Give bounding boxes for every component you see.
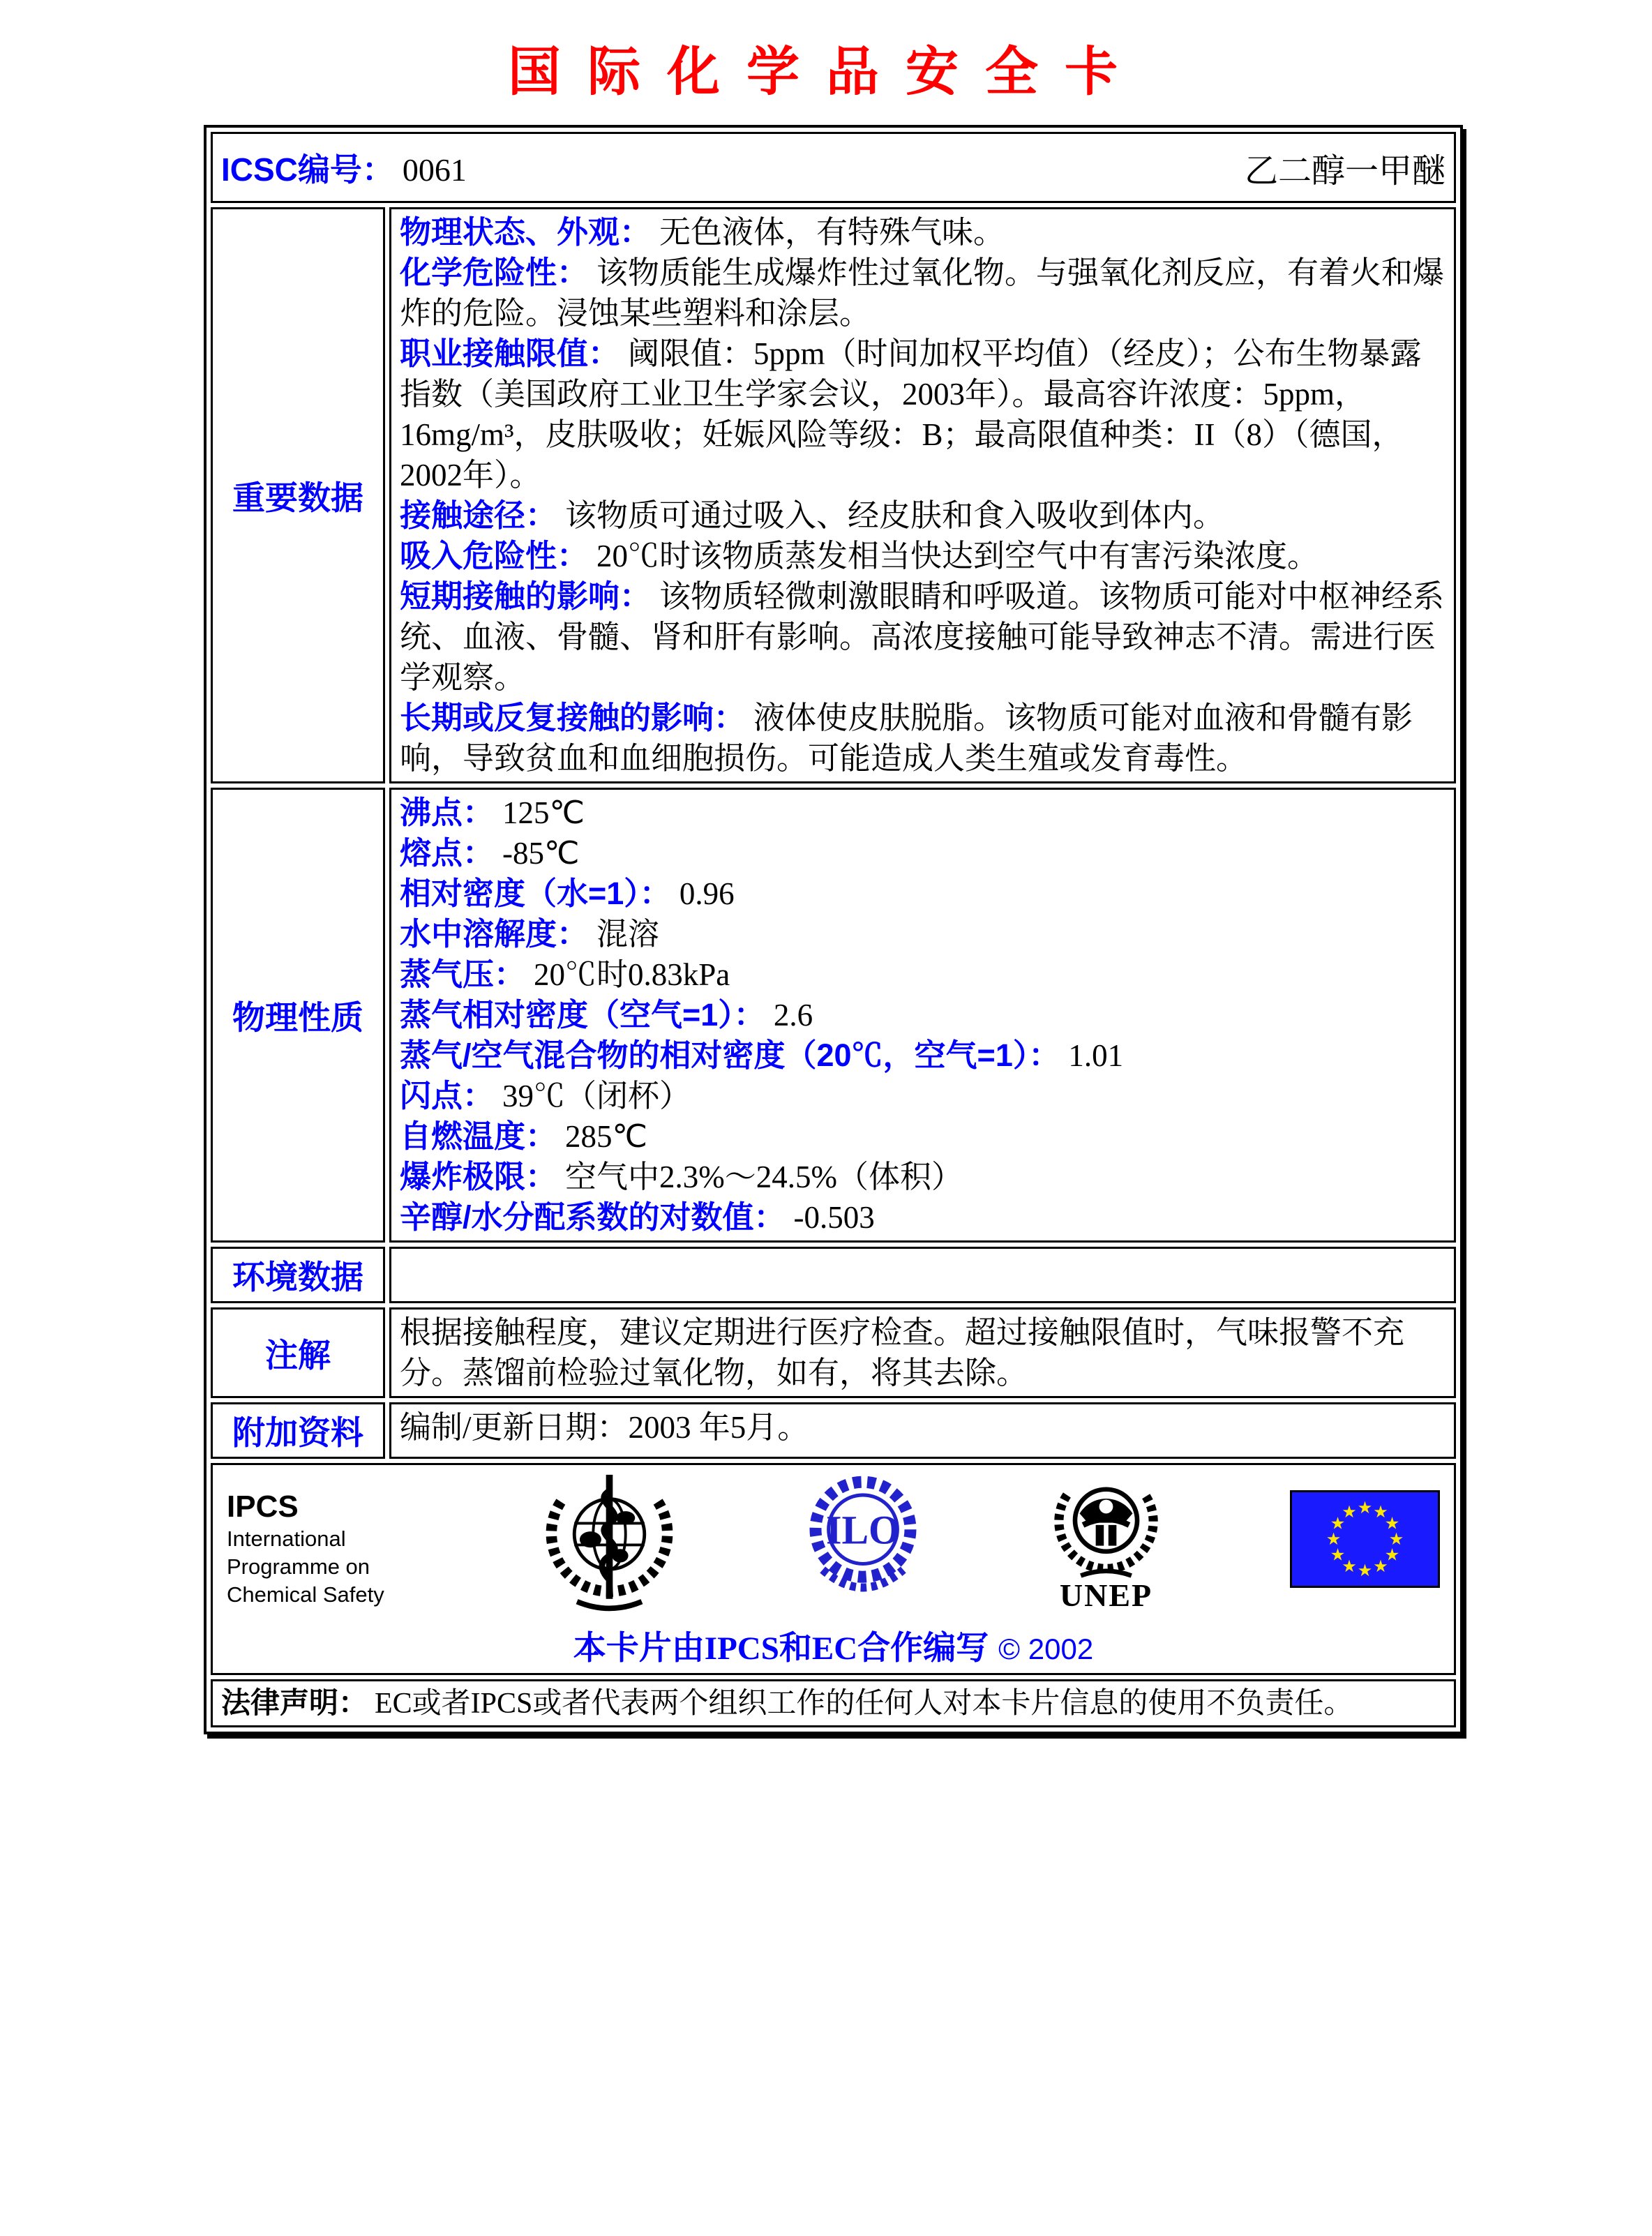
physical-property-item <box>400 1035 1446 1076</box>
eu-flag-icon <box>1290 1490 1440 1588</box>
physical-property-item <box>400 954 1446 995</box>
field-label: 长期或反复接触的影响： <box>400 700 746 735</box>
field-value: -85℃ <box>502 836 580 871</box>
field-label: 吸入危险性： <box>400 538 589 573</box>
important-data-item <box>400 536 1446 576</box>
important-data-item <box>400 333 1446 495</box>
field-value: 39℃（闭杯） <box>502 1079 691 1113</box>
field-label: 水中溶解度： <box>400 916 589 952</box>
section-label-physical-properties: 物理性质 <box>211 788 385 1243</box>
svg-text:★: ★ <box>1330 1513 1346 1533</box>
section-label-important-data: 重要数据 <box>211 207 385 783</box>
icsc-number-group <box>221 144 467 190</box>
credit-text: 本卡片由IPCS和EC合作编写 <box>573 1630 989 1667</box>
additional-info-content <box>389 1402 1456 1459</box>
who-logo-icon <box>541 1472 677 1615</box>
field-value: 2.6 <box>773 998 813 1033</box>
physical-property-item <box>400 833 1446 873</box>
svg-text:★: ★ <box>1330 1545 1346 1565</box>
field-label: 化学危险性： <box>400 255 589 290</box>
copyright: © 2002 <box>998 1633 1094 1665</box>
physical-property-item <box>400 1197 1446 1238</box>
field-label: 物理状态、外观： <box>400 214 652 250</box>
important-data-item <box>400 253 1446 333</box>
field-label: 辛醇/水分配系数的对数值： <box>400 1199 786 1235</box>
physical-property-item <box>400 1157 1446 1197</box>
physical-properties-row <box>211 788 1456 1243</box>
ipcs-line: Programme on <box>227 1554 370 1579</box>
field-value: 125℃ <box>502 795 585 830</box>
field-label: 蒸气/空气混合物的相对密度（20℃，空气=1）： <box>400 1037 1060 1073</box>
ilo-logo-icon <box>804 1472 922 1608</box>
additional-info-text: 编制/更新日期：2003 年5月。 <box>400 1410 809 1445</box>
field-value: 该物质可通过吸入、经皮肤和食入吸收到体内。 <box>565 498 1225 533</box>
section-label-additional-info: 附加资料 <box>211 1402 385 1459</box>
field-label: 相对密度（水=1）： <box>400 876 671 911</box>
svg-text:ILO: ILO <box>826 1507 900 1553</box>
field-label: 短期接触的影响： <box>400 578 652 614</box>
field-value: 液体使皮肤脱脂。该物质可能对血液和骨髓有影响，导致贫血和血细胞损伤。可能造成人类生殖或发育毒性。 <box>400 700 1413 776</box>
svg-text:★: ★ <box>1342 1502 1357 1522</box>
svg-text:★: ★ <box>1326 1529 1342 1549</box>
svg-text:★: ★ <box>1373 1502 1388 1522</box>
section-label-environmental-data: 环境数据 <box>211 1247 385 1303</box>
field-label: 沸点： <box>400 795 495 830</box>
environmental-data-row <box>211 1247 1456 1303</box>
notes-row <box>211 1307 1456 1398</box>
physical-property-item <box>400 995 1446 1035</box>
ipcs-acronym: IPCS <box>227 1490 299 1524</box>
important-data-item <box>400 698 1446 779</box>
icsc-number-value: 0061 <box>402 152 467 188</box>
svg-text:★: ★ <box>1384 1545 1400 1565</box>
header-row <box>211 132 1456 203</box>
field-value: 285℃ <box>565 1119 648 1154</box>
field-value: 0.96 <box>679 876 735 911</box>
field-label: 熔点： <box>400 835 495 871</box>
physical-property-item <box>400 1116 1446 1157</box>
svg-text:★: ★ <box>1357 1498 1373 1517</box>
icsc-number-label: ICSC编号： <box>221 151 394 188</box>
field-label: 接触途径： <box>400 497 557 533</box>
field-value: 1.01 <box>1068 1038 1124 1073</box>
icsc-card-table <box>204 125 1463 1734</box>
field-label: 职业接触限值： <box>400 336 620 371</box>
chemical-name: 乙二醇一甲醚 <box>1244 152 1446 190</box>
field-value: 20℃时该物质蒸发相当快达到空气中有害污染浓度。 <box>596 539 1319 573</box>
field-label: 自燃温度： <box>400 1118 557 1154</box>
important-data-content <box>389 207 1456 783</box>
field-value: 该物质轻微刺激眼睛和呼吸道。该物质可能对中枢神经系统、血液、骨髓、肾和肝有影响。高浓度接触可能导致神志不清。需进行医学观察。 <box>400 579 1445 695</box>
notes-content <box>389 1307 1456 1398</box>
physical-property-item <box>400 793 1446 833</box>
legal-notice-label: 法律声明： <box>221 1686 368 1719</box>
page-title: 国际化学品安全卡 <box>508 43 1144 102</box>
ipcs-line: Chemical Safety <box>227 1582 384 1607</box>
svg-text:★: ★ <box>1357 1561 1373 1580</box>
unep-logo-icon <box>1049 1472 1164 1584</box>
svg-text:★: ★ <box>1384 1513 1400 1533</box>
ipcs-line: International <box>227 1526 346 1551</box>
logos-row <box>211 1463 1456 1675</box>
important-data-item <box>400 212 1446 253</box>
field-value: 该物质能生成爆炸性过氧化物。与强氧化剂反应，有着火和爆炸的危险。浸蚀某些塑料和涂层。 <box>400 255 1445 331</box>
additional-info-row <box>211 1402 1456 1459</box>
unep-logo <box>1049 1472 1164 1612</box>
credit-line <box>227 1622 1440 1669</box>
notes-text: 根据接触程度，建议定期进行医疗检查。超过接触限值时，气味报警不充分。蒸馏前检验过氧化物，如有，将其去除。 <box>400 1315 1405 1390</box>
ipcs-wordmark <box>227 1472 415 1609</box>
field-label: 蒸气相对密度（空气=1）： <box>400 997 765 1033</box>
physical-properties-content <box>389 788 1456 1243</box>
physical-property-item <box>400 873 1446 914</box>
svg-text:★: ★ <box>1388 1529 1404 1549</box>
field-value: 20℃时0.83kPa <box>534 957 730 992</box>
legal-notice-text: EC或者IPCS或者代表两个组织工作的任何人对本卡片信息的使用不负责任。 <box>375 1688 1353 1720</box>
svg-text:★: ★ <box>1342 1556 1357 1576</box>
field-label: 蒸气压： <box>400 956 526 992</box>
field-value: 阈限值：5ppm（时间加权平均值）（经皮）；公布生物暴露指数（美国政府工业卫生学家会议，2003年）。最高容许浓度：5ppm，16mg/m³，皮肤吸收；妊娠风险等级：B；最高限值种类：II（8）（德国，2002年）。 <box>400 336 1422 493</box>
section-label-notes: 注解 <box>211 1307 385 1398</box>
unep-caption: UNEP <box>1059 1577 1153 1613</box>
physical-property-item <box>400 914 1446 954</box>
important-data-row <box>211 207 1456 783</box>
field-value: 无色液体，有特殊气味。 <box>659 215 1005 250</box>
environmental-data-content <box>389 1247 1456 1303</box>
field-label: 闪点： <box>400 1078 495 1113</box>
field-value: 空气中2.3%～24.5%（体积） <box>565 1160 963 1194</box>
important-data-item <box>400 495 1446 536</box>
eu-flag <box>1290 1472 1440 1591</box>
important-data-item <box>400 576 1446 698</box>
physical-property-item <box>400 1076 1446 1116</box>
legal-notice-row <box>211 1679 1456 1727</box>
field-value: 混溶 <box>596 917 660 952</box>
field-value: -0.503 <box>793 1200 875 1235</box>
field-label: 爆炸极限： <box>400 1159 557 1194</box>
svg-text:★: ★ <box>1373 1556 1388 1576</box>
